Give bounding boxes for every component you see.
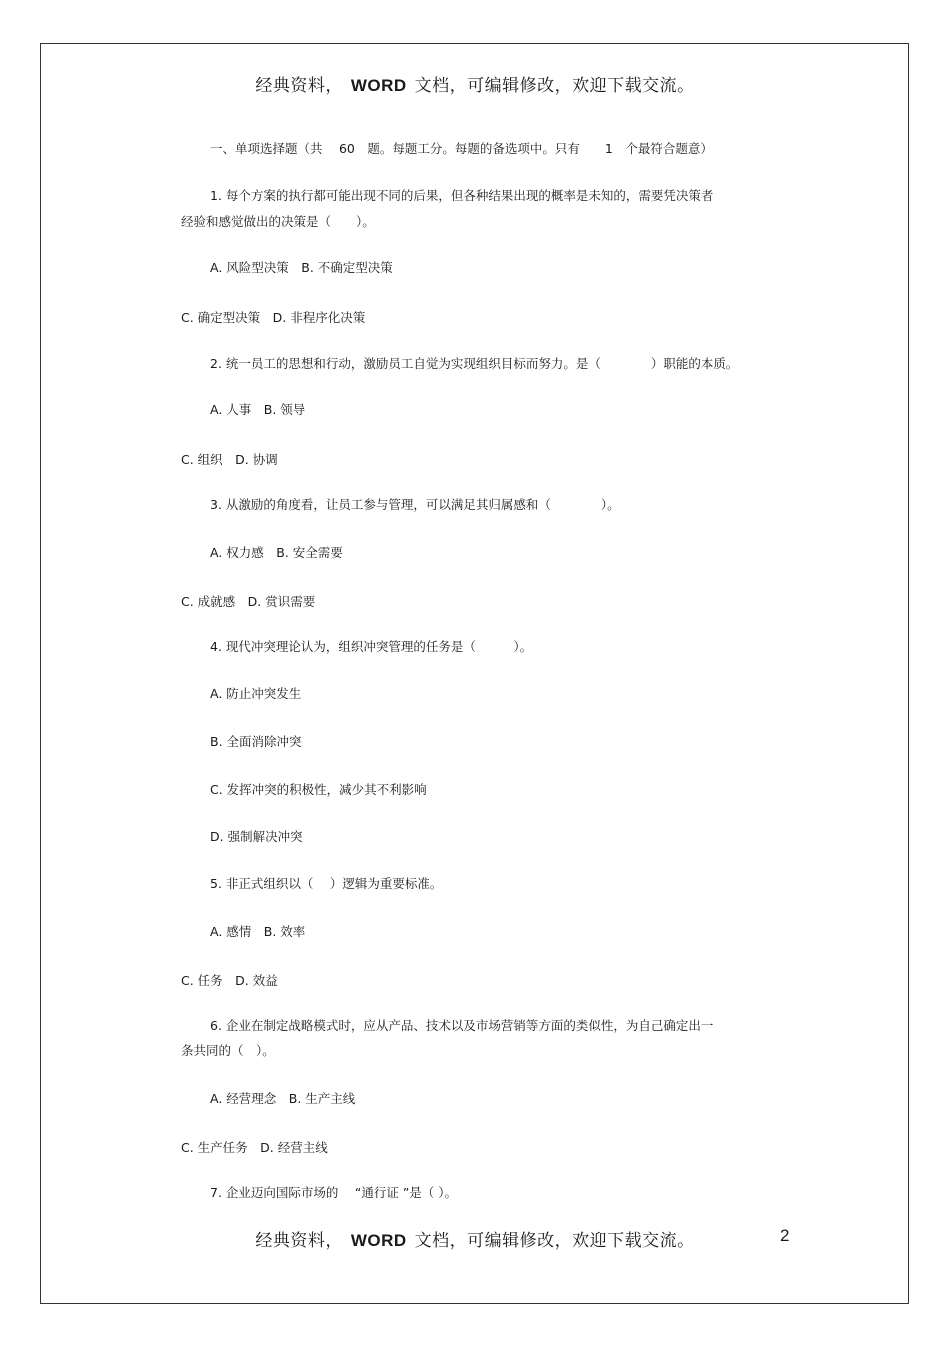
- question-4-option-b: B. 全面消除冲突: [210, 734, 302, 749]
- question-1-line-2: 经验和感觉做出的决策是（ ）。: [181, 214, 375, 229]
- footer-prefix: 经典资料，: [255, 1231, 343, 1251]
- header-suffix: 文档，可编辑修改，欢迎下载交流。: [414, 76, 695, 96]
- page-number: 2: [780, 1226, 790, 1245]
- page-border: [40, 43, 909, 1304]
- page-header-banner: [0, 71, 950, 96]
- footer-word: WORD: [350, 1231, 407, 1250]
- header-word: WORD: [350, 76, 407, 95]
- question-3-options-cd: C. 成就感 D. 赏识需要: [181, 594, 316, 609]
- question-2-options-ab: A. 人事 B. 领导: [210, 402, 306, 417]
- question-3-options-ab: A. 权力感 B. 安全需要: [210, 545, 343, 560]
- question-7: 7. 企业迈向国际市场的 “通行证 ”是（ ）。: [210, 1185, 458, 1200]
- question-3: 3. 从激励的角度看，让员工参与管理，可以满足其归属感和（ ）。: [210, 497, 620, 512]
- question-6-line-1: 6. 企业在制定战略模式时，应从产品、技术以及市场营销等方面的类似性，为自己确定出一: [210, 1018, 714, 1033]
- question-4-option-a: A. 防止冲突发生: [210, 686, 302, 701]
- question-5-options-ab: A. 感情 B. 效率: [210, 924, 306, 939]
- header-prefix: 经典资料，: [255, 76, 343, 96]
- question-1-line-1: 1. 每个方案的执行都可能出现不同的后果，但各种结果出现的概率是未知的，需要凭决策者: [210, 188, 714, 203]
- footer-suffix: 文档，可编辑修改，欢迎下载交流。: [414, 1231, 695, 1251]
- question-6-options-cd: C. 生产任务 D. 经营主线: [181, 1140, 328, 1155]
- question-4-option-c: C. 发挥冲突的积极性，减少其不利影响: [210, 782, 427, 797]
- question-5: 5. 非正式组织以（ ）逻辑为重要标准。: [210, 876, 443, 891]
- question-2: 2. 统一员工的思想和行动，激励员工自觉为实现组织目标而努力。是（ ）职能的本质。: [210, 356, 739, 371]
- question-5-options-cd: C. 任务 D. 效益: [181, 973, 278, 988]
- question-1-options-ab: A. 风险型决策 B. 不确定型决策: [210, 260, 393, 275]
- section-heading: 一、单项选择题（共 60 题。每题工分。每题的备选项中。只有 1 个最符合题意）: [210, 141, 713, 156]
- question-4-option-d: D. 强制解决冲突: [210, 829, 303, 844]
- page-footer-banner: [0, 1226, 950, 1251]
- question-2-options-cd: C. 组织 D. 协调: [181, 452, 278, 467]
- question-1-options-cd: C. 确定型决策 D. 非程序化决策: [181, 310, 366, 325]
- question-6-line-2: 条共同的（ ）。: [181, 1043, 275, 1058]
- question-4: 4. 现代冲突理论认为，组织冲突管理的任务是（ ）。: [210, 639, 533, 654]
- question-6-options-ab: A. 经营理念 B. 生产主线: [210, 1091, 356, 1106]
